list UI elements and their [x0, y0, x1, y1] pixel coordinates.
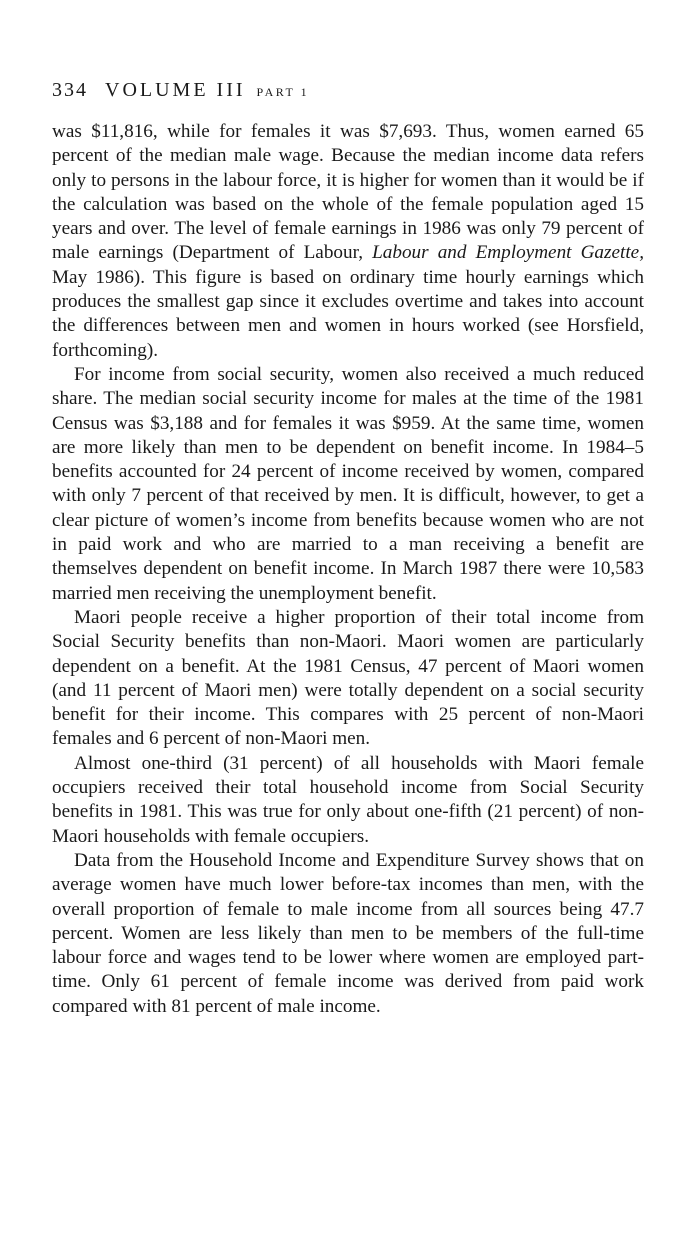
body-text [52, 120, 644, 1019]
page-number: 334 [52, 79, 88, 101]
book-page [52, 78, 644, 1019]
paragraph-5: Data from the Household Income and Expenditure Survey shows that on average women have much lower before-tax incomes than men, with the overall proportion of female to male income from all sources being 47.7 percent. Women are less likely than men to be members of the full-time labour force and wages tend to be lower where women are employed part-time. Only 61 percent of female income was derived from paid work compared with 81 percent of male income. [52, 849, 644, 1017]
paragraph-2: For income from social security, women also received a much reduced share. The median social security income for males at the time of the 1981 Census was $3,188 and for females it was $959. At the same time, women are more likely than men to be dependent on benefit income. In 1984–5 benefits accounted for 24 percent of income received by women, compared with only 7 percent of that received by men. It is difficult, however, to get a clear picture of women’s income from benefits because women who are not in paid work and who are married to a man receiving a benefit are themselves dependent on benefit income. In March 1987 there were 10,583 married men receiving the unemployment benefit. [52, 363, 644, 604]
paragraph-1-text-b: May 1986). This figure is based on ordinary time hourly earnings which produces the smallest gap since it excludes overtime and takes into account the differences between men and women in hours worked (see Horsfield, forthcoming). [52, 266, 644, 361]
volume-label: VOLUME III [105, 79, 246, 101]
paragraph-1-text-a: was $11,816, while for females it was $7,693. Thus, women earned 65 percent of the median male wage. Because the median income data refers only to persons in the labour force, it is higher for women than it would be if the calculation was based on the whole of the female population aged 15 years and over. The level of female earnings in 1986 was only 79 percent of male earnings (Department of Labour, [52, 121, 644, 264]
paragraph-1 [52, 120, 644, 363]
paragraph-3: Maori people receive a higher proportion of their total income from Social Security benefits than non-Maori. Maori women are particularly dependent on a benefit. At the 1981 Census, 47 percent of Maori women (and 11 percent of Maori men) were totally dependent on a social security benefit for their income. This compares with 25 percent of non-Maori females and 6 percent of non-Maori men. [52, 606, 644, 750]
running-head [52, 78, 644, 104]
part-label: PART 1 [256, 85, 310, 99]
gazette-title: Labour and Employment Gazette, [372, 242, 644, 264]
paragraph-4: Almost one-third (31 percent) of all households with Maori female occupiers received their total household income from Social Security benefits in 1981. This was true for only about one-fifth (21 percent) of non-Maori households with female occupiers. [52, 752, 644, 847]
